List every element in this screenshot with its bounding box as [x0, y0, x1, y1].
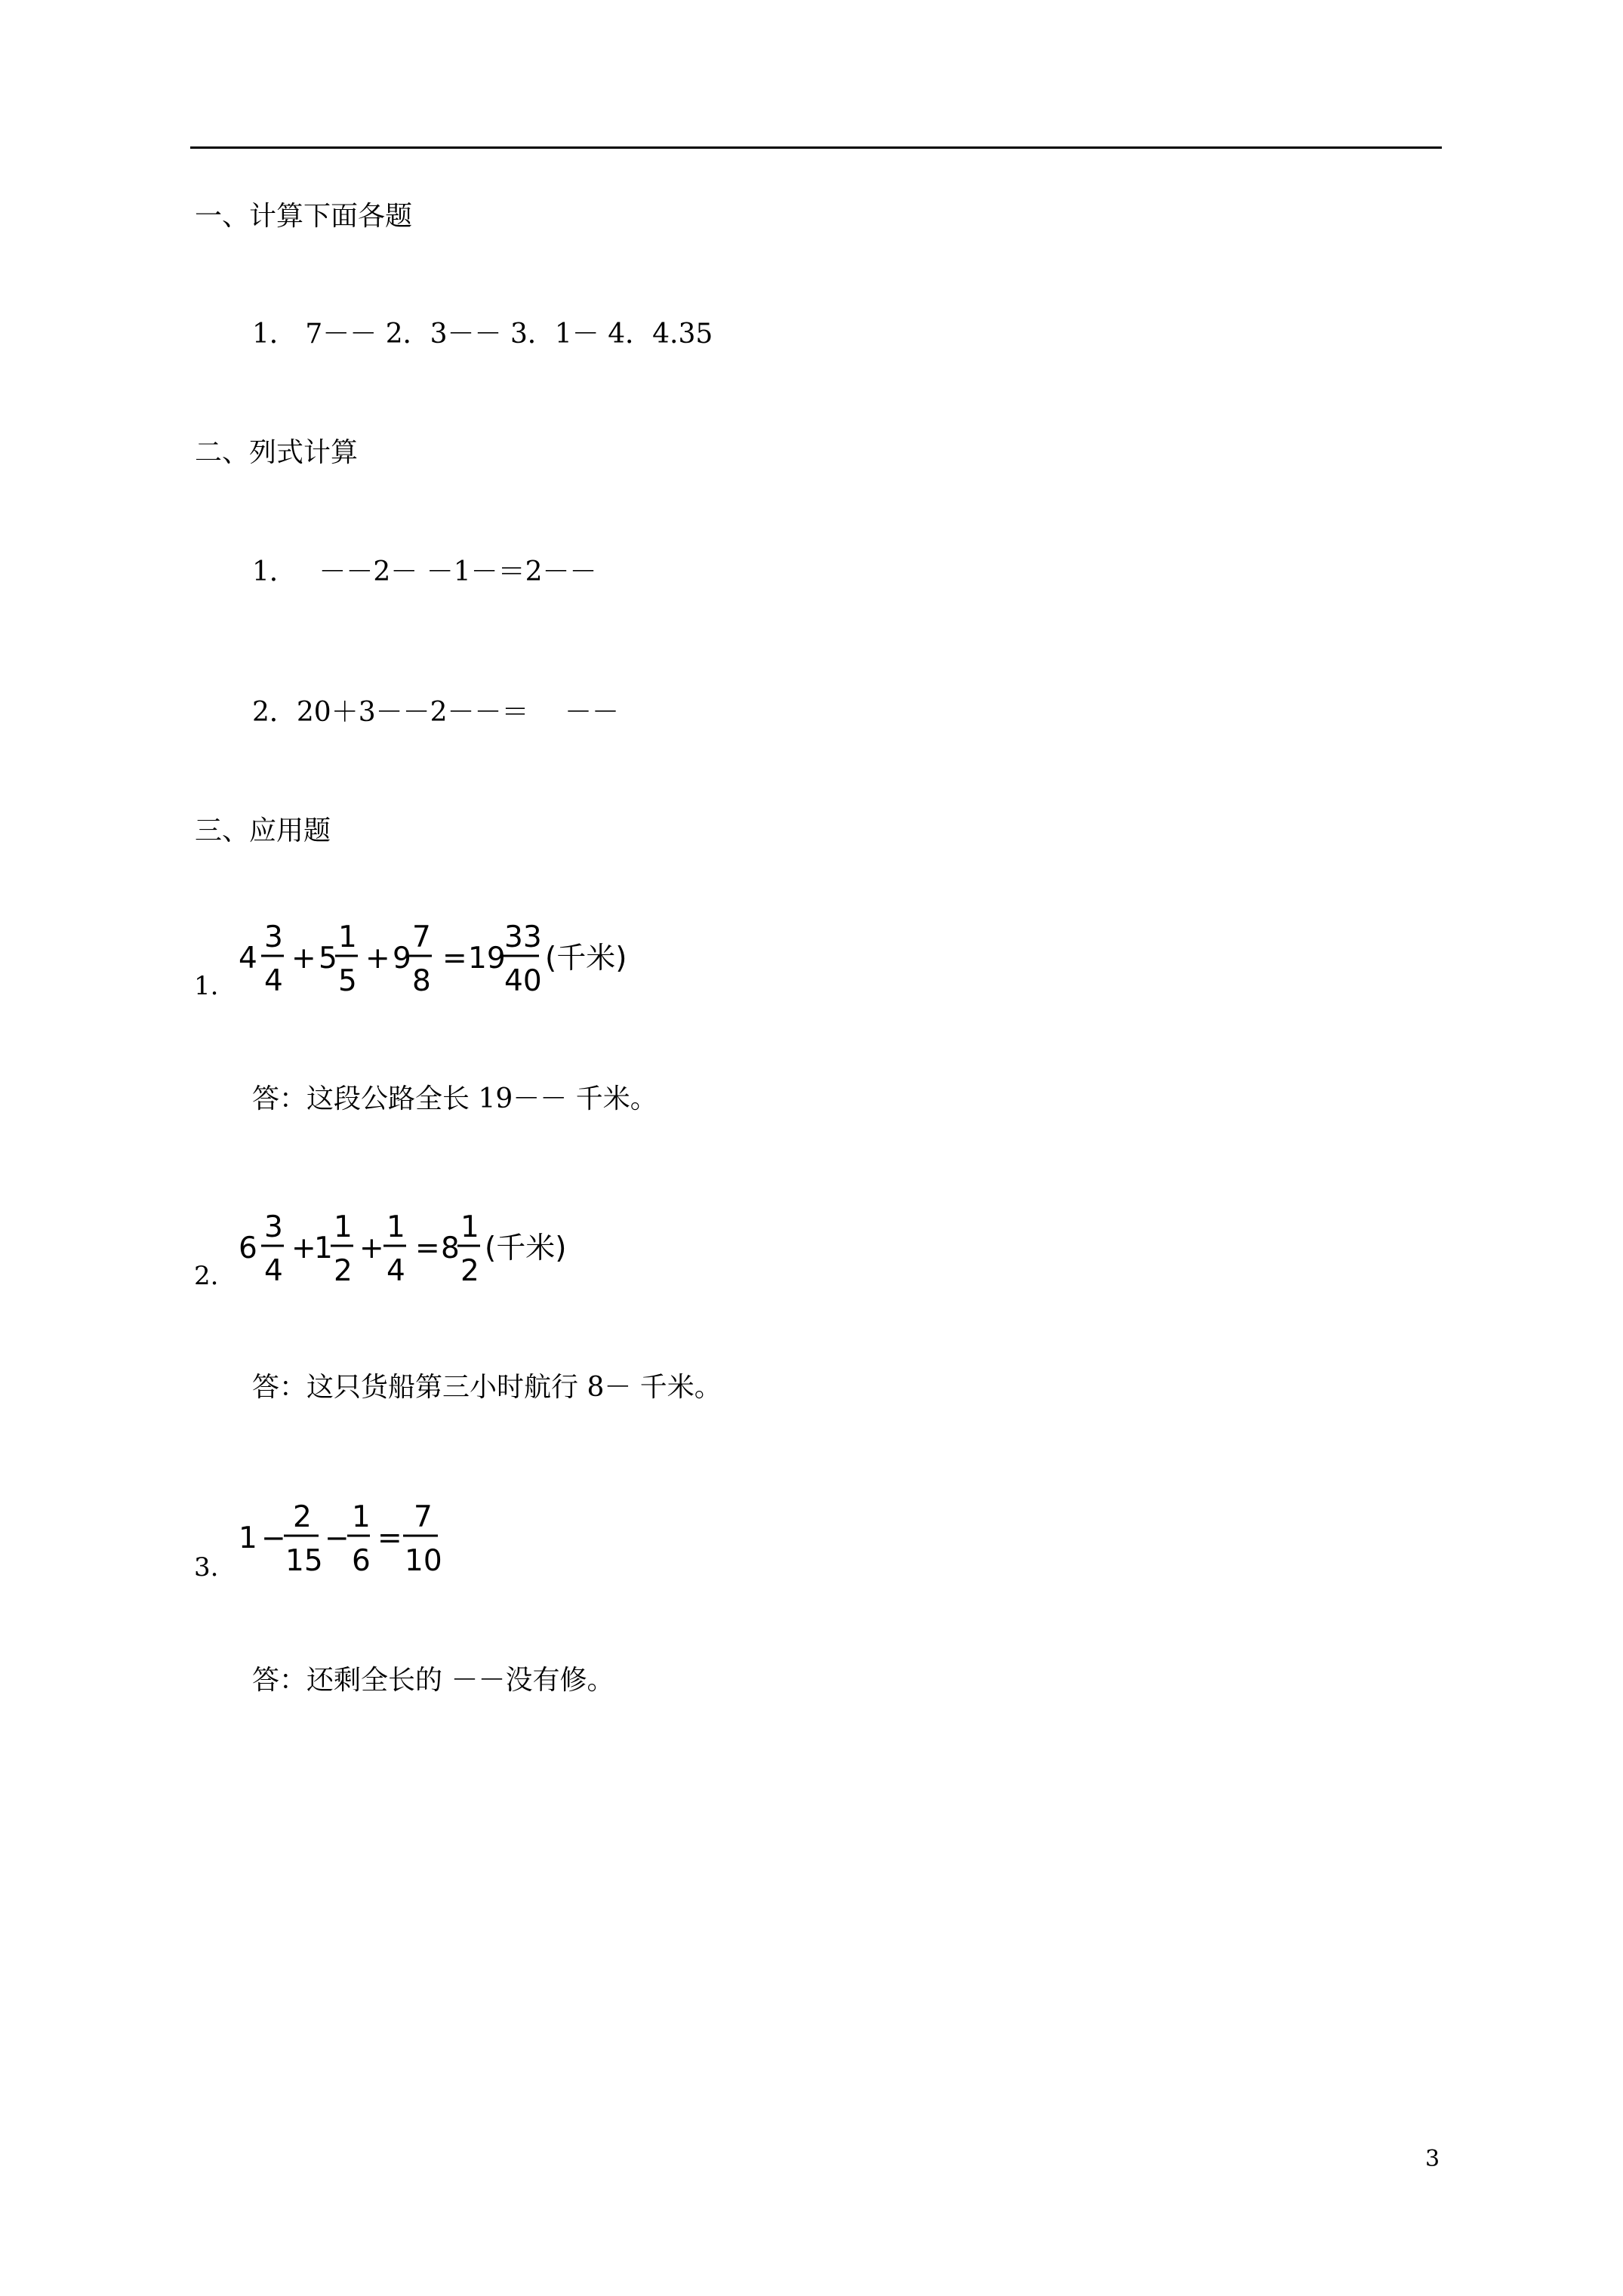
q1-op1: +: [291, 942, 316, 975]
section-2-problem-1: 1． －－2－ －1－＝2－－: [252, 556, 597, 587]
q2-result-whole: 8: [441, 1231, 460, 1265]
q2-equals: =: [415, 1231, 440, 1265]
q3-term1: 1: [239, 1521, 257, 1555]
q2-term3-num: 1: [387, 1210, 405, 1244]
q1-result-den: 40: [504, 964, 542, 998]
q2-term1-whole: 6: [239, 1231, 257, 1265]
q1-term1-den: 4: [264, 964, 283, 998]
q1-equals: =: [442, 942, 467, 975]
question-1-number: 1.: [194, 971, 219, 1001]
q3-result-num: 7: [414, 1500, 433, 1534]
q1-term3-whole: 9: [393, 942, 411, 975]
question-2-number: 2.: [194, 1261, 219, 1291]
q1-term1-whole: 4: [239, 942, 257, 975]
section-1-problems: 1． 7－－ 2．3－－ 3．1－ 4．4.35: [252, 319, 713, 350]
q2-term2-num: 1: [334, 1210, 353, 1244]
q2-term3-den: 4: [387, 1254, 405, 1288]
q2-result-den: 2: [460, 1254, 479, 1288]
q1-result-whole: 19: [468, 942, 506, 975]
q2-op1: +: [291, 1231, 316, 1265]
q3-term3-num: 1: [352, 1500, 371, 1534]
q3-op2: −: [325, 1521, 350, 1555]
question-1-answer: 答：这段公路全长 19－－ 千米。: [252, 1083, 658, 1114]
q1-term3-num: 7: [412, 920, 431, 954]
q2-result-num: 1: [460, 1210, 479, 1244]
question-1-formula: [239, 912, 661, 1003]
q1-term2-num: 1: [338, 920, 357, 954]
header-rule: [190, 146, 1442, 149]
section-3-heading: 三、应用题: [195, 815, 331, 846]
q2-term1-num: 3: [264, 1210, 283, 1244]
q2-term2-whole: 1: [314, 1231, 333, 1265]
section-2-heading: 二、列式计算: [195, 437, 359, 468]
q3-result-den: 10: [405, 1544, 442, 1578]
q1-result-num: 33: [504, 920, 542, 954]
page-number: 3: [1425, 2146, 1440, 2172]
q3-term3-den: 6: [352, 1544, 371, 1578]
q3-term2-den: 15: [285, 1544, 323, 1578]
q1-term2-den: 5: [338, 964, 357, 998]
q3-equals: =: [377, 1521, 402, 1555]
question-2-formula: [239, 1202, 616, 1293]
question-3-answer: 答：还剩全长的 －－没有修。: [252, 1665, 614, 1696]
q3-op1: −: [261, 1521, 286, 1555]
question-2-answer: 答：这只货船第三小时航行 8－ 千米。: [252, 1372, 722, 1403]
section-2-problem-2: 2．20＋3－－2－－＝ －－: [252, 697, 619, 728]
q2-term2-den: 2: [334, 1254, 353, 1288]
q1-term3-den: 8: [412, 964, 431, 998]
section-1-heading: 一、计算下面各题: [195, 201, 413, 232]
q1-term2-whole: 5: [319, 942, 337, 975]
q1-unit: (千米): [545, 942, 627, 975]
q2-term1-den: 4: [264, 1254, 283, 1288]
q1-term1-num: 3: [264, 920, 283, 954]
question-3-formula: [239, 1492, 480, 1583]
q3-term2-num: 2: [293, 1500, 312, 1534]
q2-op2: +: [359, 1231, 384, 1265]
question-3-number: 3.: [194, 1552, 219, 1583]
q2-unit: (千米): [485, 1231, 567, 1265]
q1-op2: +: [365, 942, 390, 975]
